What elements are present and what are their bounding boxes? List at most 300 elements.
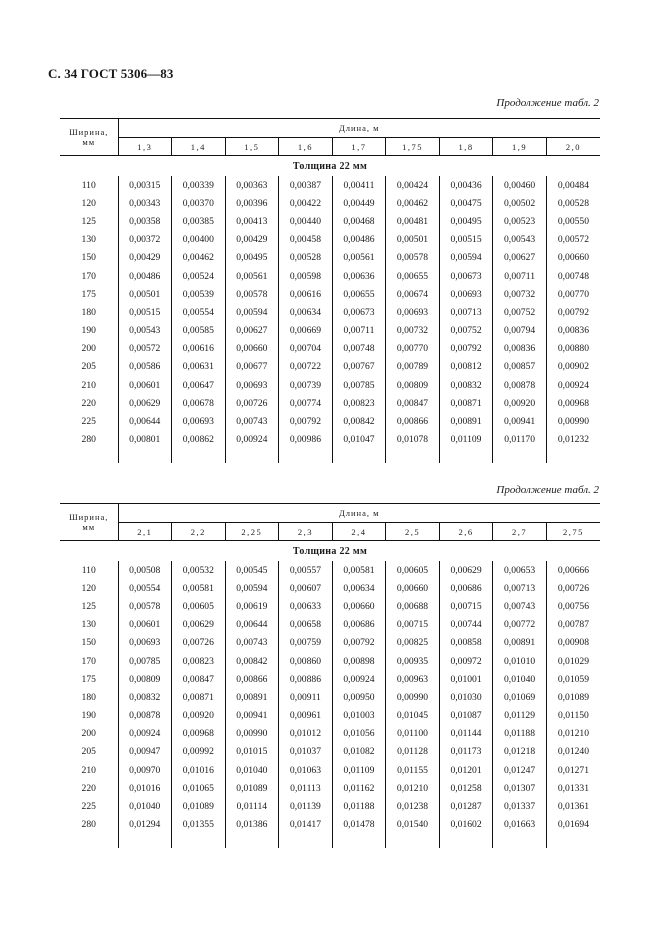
volume-cell: 0,00862 xyxy=(172,431,226,449)
volume-cell: 0,01218 xyxy=(493,743,547,761)
volume-cell: 0,00594 xyxy=(225,303,279,321)
volume-cell: 0,01001 xyxy=(439,670,493,688)
volume-cell: 0,00508 xyxy=(118,561,172,579)
volume-cell: 0,00752 xyxy=(493,303,547,321)
volume-cell: 0,00792 xyxy=(332,634,386,652)
volume-cell: 0,01663 xyxy=(493,816,547,834)
volume-cell: 0,01089 xyxy=(557,691,590,703)
volume-cell: 0,00693 xyxy=(118,634,172,652)
table-row xyxy=(60,779,600,797)
volume-cell: 0,01294 xyxy=(118,816,172,834)
width-cell: 225 xyxy=(60,797,118,815)
volume-cell: 0,00732 xyxy=(493,285,547,303)
volume-cell: 0,00880 xyxy=(557,343,590,355)
volume-cell: 0,00385 xyxy=(172,212,226,230)
volume-cell: 0,00842 xyxy=(332,412,386,430)
length-column-header: 2,1 xyxy=(118,523,172,541)
volume-cell: 0,01100 xyxy=(386,725,440,743)
width-cell: 120 xyxy=(60,194,118,212)
volume-cell: 0,00605 xyxy=(386,561,440,579)
table-row xyxy=(60,394,600,412)
volume-cell: 0,01337 xyxy=(493,797,547,815)
volume-cell: 0,01010 xyxy=(493,652,547,670)
volume-cell: 0,01129 xyxy=(493,707,547,725)
volume-cell: 0,00636 xyxy=(332,267,386,285)
volume-cell: 0,00898 xyxy=(332,652,386,670)
length-column-header: 2,4 xyxy=(332,523,386,541)
width-cell: 125 xyxy=(60,597,118,615)
volume-cell: 0,00759 xyxy=(279,634,333,652)
volume-cell: 0,00550 xyxy=(557,215,590,227)
volume-cell: 0,01386 xyxy=(225,816,279,834)
volume-cell: 0,00586 xyxy=(118,358,172,376)
volume-cell: 0,00627 xyxy=(493,249,547,267)
table-row xyxy=(60,285,600,303)
volume-cell: 0,00644 xyxy=(225,616,279,634)
length-column-header: 2,6 xyxy=(439,523,493,541)
volume-cell: 0,00578 xyxy=(225,285,279,303)
volume-cell: 0,00789 xyxy=(386,358,440,376)
volume-cell: 0,00655 xyxy=(332,285,386,303)
volume-cell: 0,00411 xyxy=(332,176,386,194)
volume-cell: 0,00693 xyxy=(225,376,279,394)
volume-cell: 0,00462 xyxy=(386,194,440,212)
volume-cell: 0,00785 xyxy=(118,652,172,670)
volume-cell: 0,00561 xyxy=(225,267,279,285)
volume-cell: 0,00743 xyxy=(493,597,547,615)
table-row xyxy=(60,688,600,706)
volume-cell: 0,01232 xyxy=(557,434,590,446)
table-row xyxy=(60,743,600,761)
volume-cell: 0,01271 xyxy=(557,764,590,776)
volume-cell: 0,00634 xyxy=(332,579,386,597)
volume-cell: 0,00528 xyxy=(557,197,590,209)
volume-cell: 0,00523 xyxy=(493,212,547,230)
volume-cell: 0,01082 xyxy=(332,743,386,761)
table-row xyxy=(60,634,600,652)
volume-cell: 0,00924 xyxy=(118,725,172,743)
width-cell: 200 xyxy=(60,725,118,743)
length-column-header: 2,25 xyxy=(225,523,279,541)
volume-cell: 0,01063 xyxy=(279,761,333,779)
volume-cell: 0,01170 xyxy=(493,431,547,449)
volume-cell: 0,00871 xyxy=(172,688,226,706)
volume-cell: 0,00363 xyxy=(225,176,279,194)
volume-cell: 0,00748 xyxy=(332,340,386,358)
volume-cell: 0,00842 xyxy=(225,652,279,670)
volume-cell: 0,00858 xyxy=(439,634,493,652)
volume-cell: 0,01162 xyxy=(332,779,386,797)
volume-cell: 0,00743 xyxy=(225,412,279,430)
volume-cell: 0,01355 xyxy=(172,816,226,834)
volume-cell: 0,00924 xyxy=(332,670,386,688)
volume-cell: 0,01069 xyxy=(493,688,547,706)
volume-cell: 0,00486 xyxy=(332,231,386,249)
table-row xyxy=(60,340,600,358)
volume-cell: 0,01155 xyxy=(386,761,440,779)
volume-cell: 0,00429 xyxy=(225,231,279,249)
volume-cell: 0,00524 xyxy=(172,267,226,285)
width-cell: 170 xyxy=(60,652,118,670)
length-column-header: 1,5 xyxy=(225,138,279,156)
width-cell: 225 xyxy=(60,412,118,430)
volume-cell: 0,00726 xyxy=(172,634,226,652)
volume-cell: 0,01210 xyxy=(386,779,440,797)
volume-cell: 0,00743 xyxy=(225,634,279,652)
table-row xyxy=(60,358,600,376)
volume-cell: 0,00722 xyxy=(279,358,333,376)
volume-table-2 xyxy=(60,503,600,848)
volume-cell: 0,00911 xyxy=(279,688,333,706)
volume-cell: 0,01210 xyxy=(557,728,590,740)
volume-cell: 0,00739 xyxy=(279,376,333,394)
volume-cell: 0,00458 xyxy=(279,231,333,249)
volume-cell: 0,00715 xyxy=(386,616,440,634)
length-column-header: 2,5 xyxy=(386,523,440,541)
volume-cell: 0,00677 xyxy=(225,358,279,376)
volume-cell: 0,00847 xyxy=(386,394,440,412)
volume-cell: 0,00315 xyxy=(118,176,172,194)
volume-cell: 0,00963 xyxy=(386,670,440,688)
length-column-header: 2,2 xyxy=(172,523,226,541)
page-header: С. 34 ГОСТ 5306—83 xyxy=(48,66,174,81)
volume-cell: 0,00653 xyxy=(493,561,547,579)
width-cell: 150 xyxy=(60,634,118,652)
volume-cell: 0,00460 xyxy=(493,176,547,194)
table-row xyxy=(60,431,600,449)
volume-cell: 0,00792 xyxy=(557,306,590,318)
volume-cell: 0,00543 xyxy=(118,322,172,340)
volume-cell: 0,00686 xyxy=(332,616,386,634)
width-cell: 175 xyxy=(60,670,118,688)
volume-cell: 0,01045 xyxy=(386,707,440,725)
table-end-row xyxy=(60,449,600,463)
volume-cell: 0,01361 xyxy=(557,801,590,813)
volume-cell: 0,00629 xyxy=(118,394,172,412)
length-header: Длина, м xyxy=(118,119,600,138)
volume-cell: 0,01287 xyxy=(439,797,493,815)
volume-cell: 0,01040 xyxy=(118,797,172,815)
volume-cell: 0,00836 xyxy=(493,340,547,358)
volume-cell: 0,00678 xyxy=(172,394,226,412)
width-cell: 130 xyxy=(60,231,118,249)
volume-cell: 0,00554 xyxy=(172,303,226,321)
volume-cell: 0,00878 xyxy=(493,376,547,394)
table-row xyxy=(60,652,600,670)
volume-cell: 0,00572 xyxy=(118,340,172,358)
table-row xyxy=(60,816,600,834)
volume-cell: 0,00809 xyxy=(386,376,440,394)
volume-cell: 0,01201 xyxy=(439,761,493,779)
volume-cell: 0,00372 xyxy=(118,231,172,249)
length-column-header: 1,4 xyxy=(172,138,226,156)
volume-cell: 0,01150 xyxy=(558,710,589,722)
volume-cell: 0,00924 xyxy=(557,379,590,391)
volume-cell: 0,01694 xyxy=(557,819,590,831)
table-row xyxy=(60,597,600,615)
width-cell: 120 xyxy=(60,579,118,597)
volume-cell: 0,00792 xyxy=(439,340,493,358)
volume-cell: 0,01307 xyxy=(493,779,547,797)
volume-cell: 0,01144 xyxy=(439,725,493,743)
thickness-section-header: Толщина 22 мм xyxy=(292,545,368,557)
volume-cell: 0,00594 xyxy=(439,249,493,267)
width-cell: 210 xyxy=(60,376,118,394)
volume-cell: 0,00616 xyxy=(279,285,333,303)
length-column-header: 1,7 xyxy=(332,138,386,156)
volume-cell: 0,00924 xyxy=(225,431,279,449)
length-column-header: 2,7 xyxy=(493,523,547,541)
volume-cell: 0,00666 xyxy=(557,564,590,576)
volume-cell: 0,00440 xyxy=(279,212,333,230)
width-cell: 220 xyxy=(60,394,118,412)
width-cell: 175 xyxy=(60,285,118,303)
volume-cell: 0,00809 xyxy=(118,670,172,688)
width-cell: 210 xyxy=(60,761,118,779)
table-row xyxy=(60,412,600,430)
volume-cell: 0,01047 xyxy=(332,431,386,449)
volume-cell: 0,01258 xyxy=(439,779,493,797)
volume-cell: 0,00644 xyxy=(118,412,172,430)
volume-cell: 0,00462 xyxy=(172,249,226,267)
volume-cell: 0,00424 xyxy=(386,176,440,194)
volume-cell: 0,01040 xyxy=(493,670,547,688)
volume-cell: 0,01188 xyxy=(493,725,547,743)
width-header xyxy=(60,504,118,541)
volume-cell: 0,00594 xyxy=(225,579,279,597)
volume-cell: 0,00891 xyxy=(439,412,493,430)
volume-cell: 0,00823 xyxy=(172,652,226,670)
volume-cell: 0,00601 xyxy=(118,376,172,394)
volume-cell: 0,00484 xyxy=(557,179,590,191)
volume-cell: 0,01173 xyxy=(439,743,493,761)
length-header: Длина, м xyxy=(118,504,600,523)
volume-cell: 0,01331 xyxy=(557,782,590,794)
volume-cell: 0,01238 xyxy=(386,797,440,815)
volume-cell: 0,01417 xyxy=(279,816,333,834)
volume-cell: 0,00486 xyxy=(118,267,172,285)
table-row xyxy=(60,725,600,743)
volume-cell: 0,00578 xyxy=(118,597,172,615)
volume-cell: 0,00688 xyxy=(386,597,440,615)
volume-cell: 0,01540 xyxy=(386,816,440,834)
volume-cell: 0,00871 xyxy=(439,394,493,412)
volume-cell: 0,00581 xyxy=(332,561,386,579)
volume-cell: 0,00878 xyxy=(118,707,172,725)
width-cell: 190 xyxy=(60,322,118,340)
volume-cell: 0,01139 xyxy=(279,797,333,815)
volume-cell: 0,00647 xyxy=(172,376,226,394)
volume-cell: 0,00515 xyxy=(118,303,172,321)
width-cell: 130 xyxy=(60,616,118,634)
table-row xyxy=(60,561,600,579)
volume-cell: 0,00629 xyxy=(172,616,226,634)
volume-cell: 0,01087 xyxy=(439,707,493,725)
volume-cell: 0,00598 xyxy=(279,267,333,285)
table-caption: Продолжение табл. 2 xyxy=(496,484,599,496)
volume-cell: 0,00704 xyxy=(279,340,333,358)
length-column-header: 1,8 xyxy=(439,138,493,156)
volume-cell: 0,00950 xyxy=(332,688,386,706)
volume-cell: 0,01059 xyxy=(557,673,590,685)
width-cell: 280 xyxy=(60,431,118,449)
width-header xyxy=(60,119,118,156)
volume-cell: 0,00660 xyxy=(225,340,279,358)
volume-cell: 0,00767 xyxy=(332,358,386,376)
volume-cell: 0,00693 xyxy=(172,412,226,430)
volume-cell: 0,00832 xyxy=(118,688,172,706)
volume-cell: 0,01056 xyxy=(332,725,386,743)
table-row xyxy=(60,579,600,597)
volume-cell: 0,00634 xyxy=(279,303,333,321)
volume-cell: 0,01113 xyxy=(279,779,333,797)
volume-cell: 0,00825 xyxy=(386,634,440,652)
volume-cell: 0,01029 xyxy=(557,655,590,667)
volume-cell: 0,00756 xyxy=(557,600,590,612)
volume-cell: 0,00693 xyxy=(386,303,440,321)
volume-cell: 0,00629 xyxy=(439,561,493,579)
volume-cell: 0,00554 xyxy=(118,579,172,597)
volume-cell: 0,00752 xyxy=(439,322,493,340)
volume-cell: 0,01030 xyxy=(439,688,493,706)
volume-cell: 0,00860 xyxy=(279,652,333,670)
volume-cell: 0,00713 xyxy=(493,579,547,597)
volume-cell: 0,00543 xyxy=(493,231,547,249)
volume-cell: 0,00495 xyxy=(439,212,493,230)
volume-cell: 0,00941 xyxy=(493,412,547,430)
table-row xyxy=(60,670,600,688)
volume-cell: 0,00633 xyxy=(279,597,333,615)
volume-cell: 0,00631 xyxy=(172,358,226,376)
volume-cell: 0,00812 xyxy=(439,358,493,376)
volume-cell: 0,01078 xyxy=(386,431,440,449)
volume-cell: 0,00673 xyxy=(332,303,386,321)
volume-cell: 0,00990 xyxy=(386,688,440,706)
volume-cell: 0,00832 xyxy=(439,376,493,394)
volume-cell: 0,00436 xyxy=(439,176,493,194)
volume-cell: 0,00581 xyxy=(172,579,226,597)
volume-cell: 0,00343 xyxy=(118,194,172,212)
table-row xyxy=(60,212,600,230)
volume-cell: 0,00970 xyxy=(118,761,172,779)
volume-cell: 0,00847 xyxy=(172,670,226,688)
width-header-label: Ширина, мм xyxy=(69,512,109,532)
volume-cell: 0,00502 xyxy=(493,194,547,212)
volume-cell: 0,00655 xyxy=(386,267,440,285)
volume-cell: 0,00413 xyxy=(225,212,279,230)
volume-cell: 0,00857 xyxy=(493,358,547,376)
volume-cell: 0,00792 xyxy=(279,412,333,430)
width-cell: 200 xyxy=(60,340,118,358)
volume-cell: 0,00891 xyxy=(493,634,547,652)
volume-cell: 0,00585 xyxy=(172,322,226,340)
width-cell: 280 xyxy=(60,816,118,834)
table-row xyxy=(60,176,600,194)
volume-cell: 0,00578 xyxy=(386,249,440,267)
volume-cell: 0,00561 xyxy=(332,249,386,267)
length-column-header: 1,9 xyxy=(493,138,547,156)
width-cell: 110 xyxy=(60,176,118,194)
volume-cell: 0,01602 xyxy=(439,816,493,834)
width-cell: 180 xyxy=(60,688,118,706)
volume-cell: 0,00607 xyxy=(279,579,333,597)
volume-cell: 0,00726 xyxy=(557,582,590,594)
volume-cell: 0,00794 xyxy=(493,322,547,340)
volume-cell: 0,00947 xyxy=(118,743,172,761)
volume-cell: 0,00920 xyxy=(172,707,226,725)
volume-cell: 0,00674 xyxy=(386,285,440,303)
volume-cell: 0,00627 xyxy=(225,322,279,340)
volume-cell: 0,00400 xyxy=(172,231,226,249)
volume-cell: 0,00823 xyxy=(332,394,386,412)
width-cell: 150 xyxy=(60,249,118,267)
volume-cell: 0,01109 xyxy=(439,431,493,449)
volume-cell: 0,00673 xyxy=(439,267,493,285)
table-row xyxy=(60,231,600,249)
volume-cell: 0,00908 xyxy=(557,637,590,649)
volume-cell: 0,00669 xyxy=(279,322,333,340)
volume-cell: 0,00481 xyxy=(386,212,440,230)
table-caption: Продолжение табл. 2 xyxy=(496,97,599,109)
volume-cell: 0,00475 xyxy=(439,194,493,212)
volume-cell: 0,00528 xyxy=(279,249,333,267)
volume-cell: 0,00968 xyxy=(557,397,590,409)
volume-cell: 0,00836 xyxy=(557,325,590,337)
volume-cell: 0,00801 xyxy=(118,431,172,449)
volume-cell: 0,00358 xyxy=(118,212,172,230)
volume-cell: 0,00770 xyxy=(557,288,590,300)
volume-cell: 0,01188 xyxy=(332,797,386,815)
volume-cell: 0,01037 xyxy=(279,743,333,761)
volume-cell: 0,00501 xyxy=(118,285,172,303)
volume-cell: 0,00726 xyxy=(225,394,279,412)
volume-cell: 0,00732 xyxy=(386,322,440,340)
volume-cell: 0,00941 xyxy=(225,707,279,725)
volume-cell: 0,00713 xyxy=(439,303,493,321)
volume-cell: 0,00711 xyxy=(332,322,386,340)
length-column-header: 2,0 xyxy=(546,138,600,156)
volume-cell: 0,00886 xyxy=(279,670,333,688)
volume-cell: 0,00744 xyxy=(439,616,493,634)
volume-cell: 0,00601 xyxy=(118,616,172,634)
table-row xyxy=(60,616,600,634)
thickness-section-header: Толщина 22 мм xyxy=(292,160,368,172)
volume-cell: 0,00370 xyxy=(172,194,226,212)
volume-cell: 0,00616 xyxy=(172,340,226,358)
volume-cell: 0,00422 xyxy=(279,194,333,212)
volume-cell: 0,01247 xyxy=(493,761,547,779)
volume-cell: 0,00501 xyxy=(386,231,440,249)
width-cell: 190 xyxy=(60,707,118,725)
table-row xyxy=(60,194,600,212)
volume-cell: 0,00772 xyxy=(493,616,547,634)
volume-cell: 0,00686 xyxy=(439,579,493,597)
table-row xyxy=(60,267,600,285)
volume-table-1 xyxy=(60,118,600,463)
table-row xyxy=(60,322,600,340)
volume-cell: 0,00920 xyxy=(493,394,547,412)
volume-cell: 0,00429 xyxy=(118,249,172,267)
volume-cell: 0,00715 xyxy=(439,597,493,615)
volume-cell: 0,00990 xyxy=(557,416,590,428)
volume-cell: 0,00866 xyxy=(386,412,440,430)
volume-cell: 0,00572 xyxy=(557,234,590,246)
volume-cell: 0,00495 xyxy=(225,249,279,267)
volume-cell: 0,00785 xyxy=(332,376,386,394)
length-column-header: 1,6 xyxy=(279,138,333,156)
table-row xyxy=(60,376,600,394)
volume-cell: 0,00935 xyxy=(386,652,440,670)
